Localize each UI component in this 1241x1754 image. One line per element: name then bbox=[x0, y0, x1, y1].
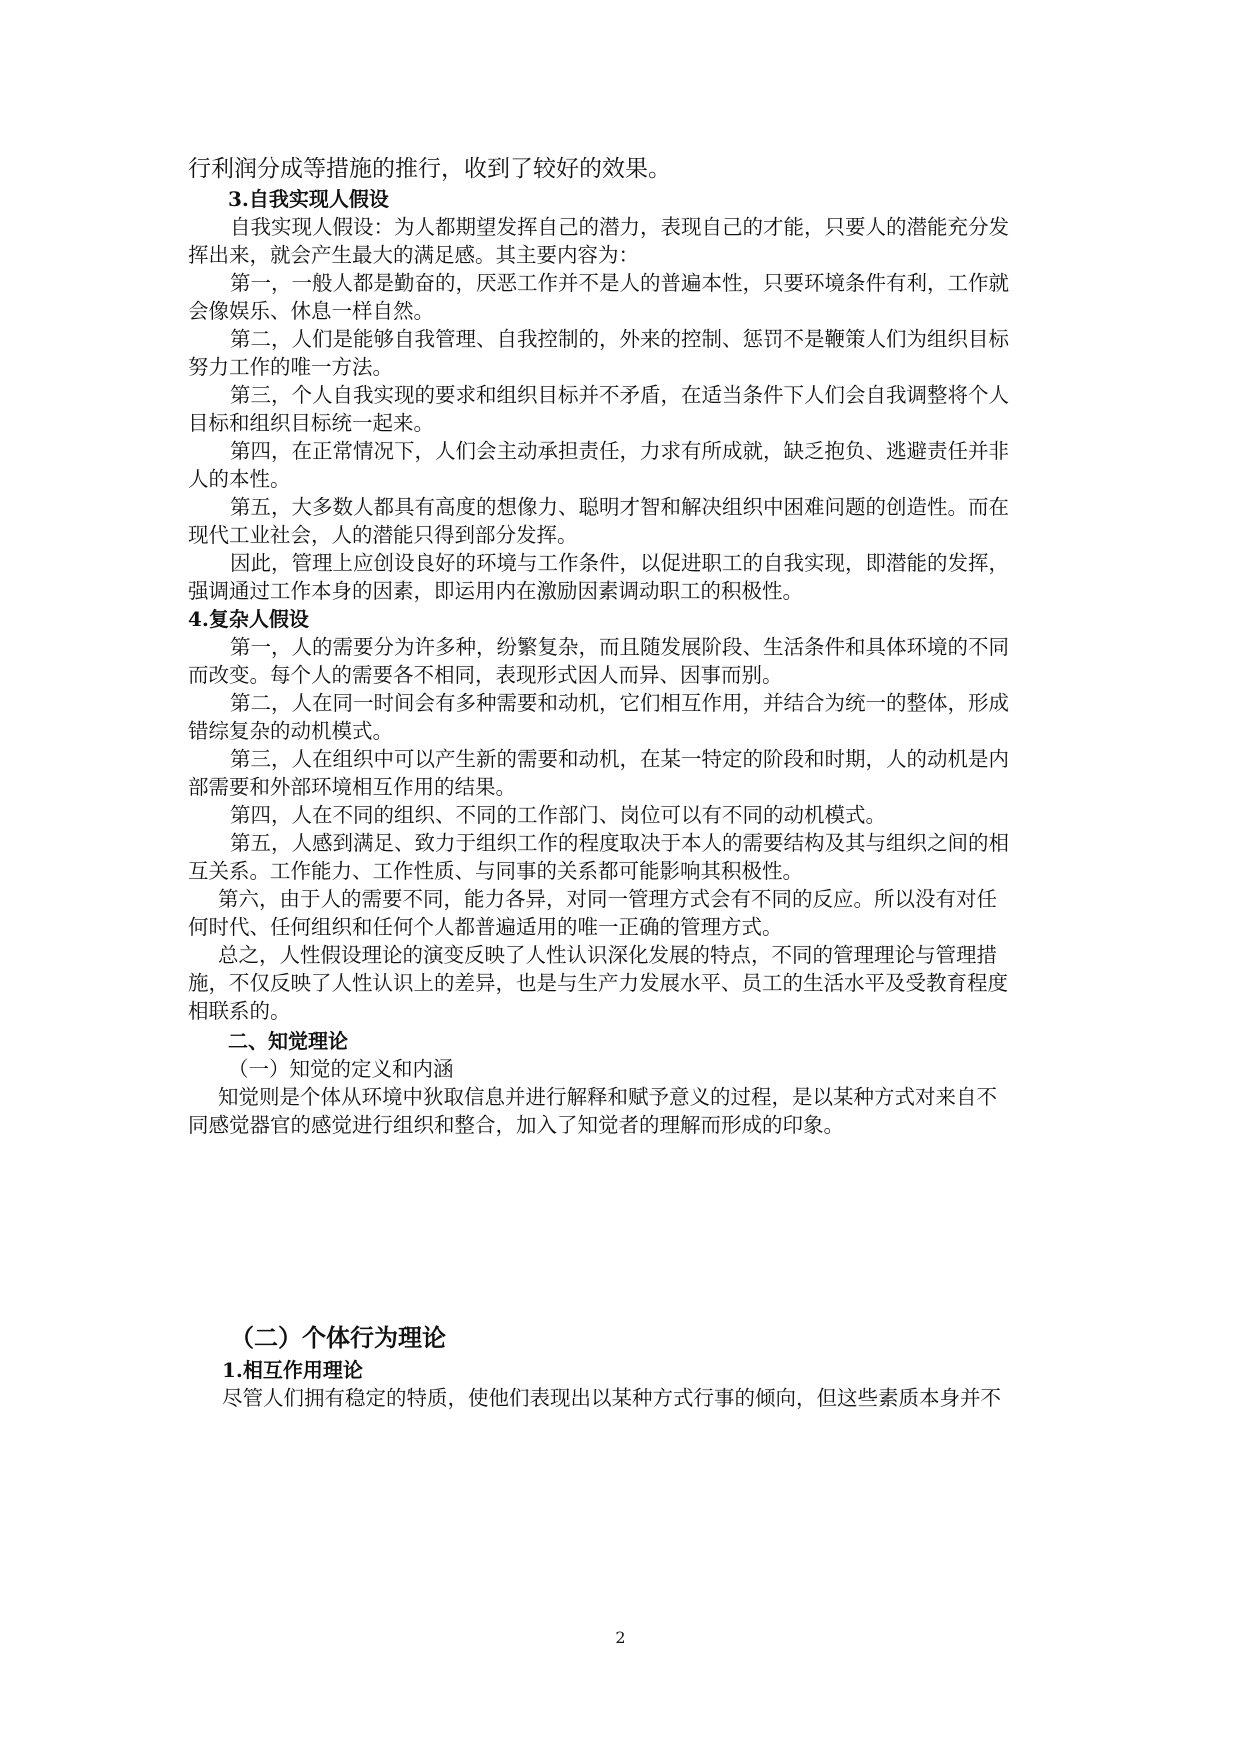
paragraph-line: 因此，管理上应创设良好的环境与工作条件，以促进职工的自我实现，即潜能的发挥， bbox=[230, 551, 1009, 575]
paragraph-line: 自我实现人假设：为人都期望发挥自己的潜力，表现自己的才能，只要人的潜能充分发 bbox=[230, 215, 1009, 239]
paragraph-line: 第一，一般人都是勤奋的，厌恶工作并不是人的普遍本性，只要环境条件有利，工作就 bbox=[230, 271, 1009, 295]
paragraph-line: 人的本性。 bbox=[188, 467, 291, 491]
paragraph-line: 第三，个人自我实现的要求和组织目标并不矛盾，在适当条件下人们会自我调整将个人 bbox=[230, 383, 1009, 407]
page-number: 2 bbox=[615, 1628, 626, 1647]
paragraph-line: 第二，人在同一时间会有多种需要和动机，它们相互作用，并结合为统一的整体，形成 bbox=[230, 691, 1009, 715]
paragraph-line: 挥出来，就会产生最大的满足感。其主要内容为： bbox=[188, 243, 639, 267]
section-heading: 二、知觉理论 bbox=[228, 1029, 348, 1053]
paragraph-line: 第三，人在组织中可以产生新的需要和动机，在某一特定的阶段和时期，人的动机是内 bbox=[230, 747, 1009, 771]
paragraph-line: 尽管人们拥有稳定的特质，使他们表现出以某种方式行事的倾向，但这些素质本身并不 bbox=[222, 1386, 1001, 1410]
paragraph-line: 部需要和外部环境相互作用的结果。 bbox=[188, 775, 516, 799]
paragraph-line: 强调通过工作本身的因素，即运用内在激励因素调动职工的积极性。 bbox=[188, 579, 803, 603]
paragraph-line: 知觉则是个体从环境中狄取信息并进行解释和赋予意义的过程，是以某种方式对来自不 bbox=[218, 1085, 997, 1109]
section-heading: 4.复杂人假设 bbox=[188, 607, 309, 631]
paragraph-line: 相联系的。 bbox=[188, 999, 291, 1023]
paragraph-line: 而改变。每个人的需要各不相同，表现形式因人而异、因事而别。 bbox=[188, 663, 783, 687]
paragraph-line: 第五，大多数人都具有高度的想像力、聪明才智和解决组织中困难问题的创造性。而在 bbox=[230, 495, 1009, 519]
paragraph-line: 总之，人性假设理论的演变反映了人性认识深化发展的特点，不同的管理理论与管理措 bbox=[218, 943, 997, 967]
paragraph-line: 同感觉器官的感觉进行组织和整合，加入了知觉者的理解而形成的印象。 bbox=[188, 1113, 844, 1137]
paragraph-line: 行利润分成等措施的推行，收到了较好的效果。 bbox=[188, 156, 671, 182]
paragraph-line: 第六，由于人的需要不同，能力各异，对同一管理方式会有不同的反应。所以没有对任 bbox=[218, 887, 997, 911]
paragraph-line: 第二，人们是能够自我管理、自我控制的，外来的控制、惩罚不是鞭策人们为组织目标 bbox=[230, 327, 1009, 351]
paragraph-line: 会像娱乐、休息一样自然。 bbox=[188, 299, 434, 323]
paragraph-line: 错综复杂的动机模式。 bbox=[188, 719, 393, 743]
paragraph-line: 第五，人感到满足、致力于组织工作的程度取决于本人的需要结构及其与组织之间的相 bbox=[230, 831, 1009, 855]
section-heading: 3.自我实现人假设 bbox=[228, 187, 389, 211]
subsection-heading: （一）知觉的定义和内涵 bbox=[228, 1057, 454, 1081]
paragraph-line: 第四，人在不同的组织、不同的工作部门、岗位可以有不同的动机模式。 bbox=[230, 803, 886, 827]
paragraph-line: 施，不仅反映了人性认识上的差异，也是与生产力发展水平、员工的生活水平及受教育程度 bbox=[188, 971, 1008, 995]
paragraph-line: 何时代、任何组织和任何个人都普遍适用的唯一正确的管理方式。 bbox=[188, 915, 783, 939]
paragraph-line: 互关系。工作能力、工作性质、与同事的关系都可能影响其积极性。 bbox=[188, 859, 803, 883]
paragraph-line: 努力工作的唯一方法。 bbox=[188, 355, 393, 379]
paragraph-line: 现代工业社会，人的潜能只得到部分发挥。 bbox=[188, 523, 578, 547]
paragraph-line: 第一，人的需要分为许多种，纷繁复杂，而且随发展阶段、生活条件和具体环境的不同 bbox=[230, 635, 1009, 659]
paragraph-line: 目标和组织目标统一起来。 bbox=[188, 411, 434, 435]
section-heading: 1.相互作用理论 bbox=[222, 1358, 363, 1382]
section-heading: （二）个体行为理论 bbox=[230, 1323, 446, 1352]
paragraph-line: 第四，在正常情况下，人们会主动承担责任，力求有所成就，缺乏抱负、逃避责任并非 bbox=[230, 439, 1009, 463]
